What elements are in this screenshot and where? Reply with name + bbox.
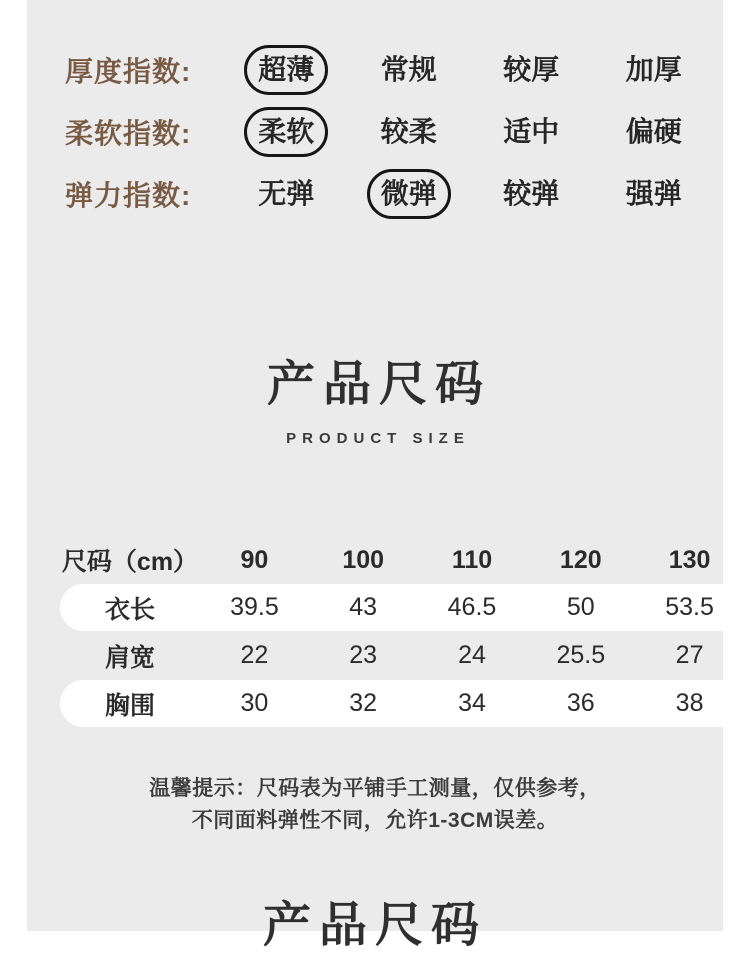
elasticity-option-strong — [593, 169, 716, 219]
table-row-shoulder — [60, 631, 744, 680]
cell-value: 46.5 — [447, 593, 497, 621]
cell-value: 27 — [675, 641, 704, 669]
cell-value: 50 — [566, 593, 595, 621]
size-table-header-row — [60, 536, 744, 584]
elasticity-option-more — [470, 169, 593, 219]
note-line-1: 温馨提示：尺码表为平铺手工测量，仅供参考， — [149, 777, 601, 800]
cell-value: 34 — [458, 689, 486, 717]
option-chip: 较柔 — [380, 116, 437, 147]
size-col-110: 110 — [451, 545, 493, 574]
cell-value: 32 — [349, 689, 378, 717]
softness-option-hard — [593, 107, 716, 157]
note-line-2: 不同面料弹性不同，允许1-3CM误差。 — [191, 809, 559, 832]
cell-value: 22 — [240, 641, 269, 669]
thickness-index-row — [27, 39, 723, 101]
size-title-block — [27, 356, 723, 447]
cell-value: 24 — [458, 641, 486, 669]
section-subtitle: PRODUCT SIZE — [286, 430, 470, 447]
elasticity-options — [225, 169, 723, 219]
section-title: 产品尺码 — [266, 358, 491, 411]
option-chip: 较厚 — [503, 54, 560, 85]
size-col-90: 90 — [240, 545, 269, 574]
table-row-length — [60, 584, 744, 631]
elasticity-index-label: 弹力指数: — [65, 180, 192, 211]
row-label: 衣长 — [104, 595, 155, 624]
thickness-option-thick — [593, 45, 716, 95]
size-col-120: 120 — [559, 545, 602, 574]
cell-value: 30 — [240, 689, 269, 717]
thickness-index-label: 厚度指数: — [65, 56, 192, 87]
elasticity-index-row — [27, 163, 723, 225]
content-panel — [27, 0, 723, 952]
measurement-note — [27, 773, 723, 837]
option-chip: 较弹 — [503, 178, 560, 209]
option-chip: 超薄 — [244, 45, 328, 95]
cell-value: 23 — [349, 641, 378, 669]
fabric-index-section — [27, 39, 723, 225]
thickness-option-thicker — [470, 45, 593, 95]
table-row-chest — [60, 680, 744, 727]
softness-index-row — [27, 101, 723, 163]
option-chip: 常规 — [380, 54, 437, 85]
elasticity-option-none — [225, 169, 348, 219]
elasticity-option-slight — [348, 169, 471, 219]
row-label: 胸围 — [104, 691, 155, 720]
softness-option-soft — [225, 107, 348, 157]
option-chip: 偏硬 — [625, 116, 682, 147]
size-table-header-label: 尺码（cm） — [61, 548, 199, 576]
option-chip: 适中 — [503, 116, 560, 147]
thickness-option-regular — [348, 45, 471, 95]
cell-value: 39.5 — [230, 593, 279, 621]
option-chip: 柔软 — [244, 107, 328, 157]
option-chip: 无弹 — [258, 178, 315, 209]
softness-index-label: 柔软指数: — [65, 118, 192, 149]
softness-options — [225, 107, 723, 157]
size-table — [60, 536, 744, 727]
size-col-100: 100 — [342, 545, 385, 574]
thickness-options — [225, 45, 723, 95]
option-chip: 微弹 — [367, 169, 451, 219]
row-label: 肩宽 — [104, 643, 155, 672]
softness-option-medium — [470, 107, 593, 157]
size-col-130: 130 — [668, 545, 711, 574]
cell-value: 53.5 — [665, 593, 714, 621]
option-chip: 强弹 — [625, 178, 682, 209]
cell-value: 38 — [675, 689, 704, 717]
softness-option-softer — [348, 107, 471, 157]
option-chip: 加厚 — [625, 54, 682, 85]
cell-value: 43 — [349, 593, 378, 621]
next-section-title-partial: 产品尺码 — [262, 899, 487, 952]
cell-value: 36 — [566, 689, 595, 717]
cell-value: 25.5 — [556, 641, 606, 669]
thickness-option-ultrathin — [225, 45, 348, 95]
